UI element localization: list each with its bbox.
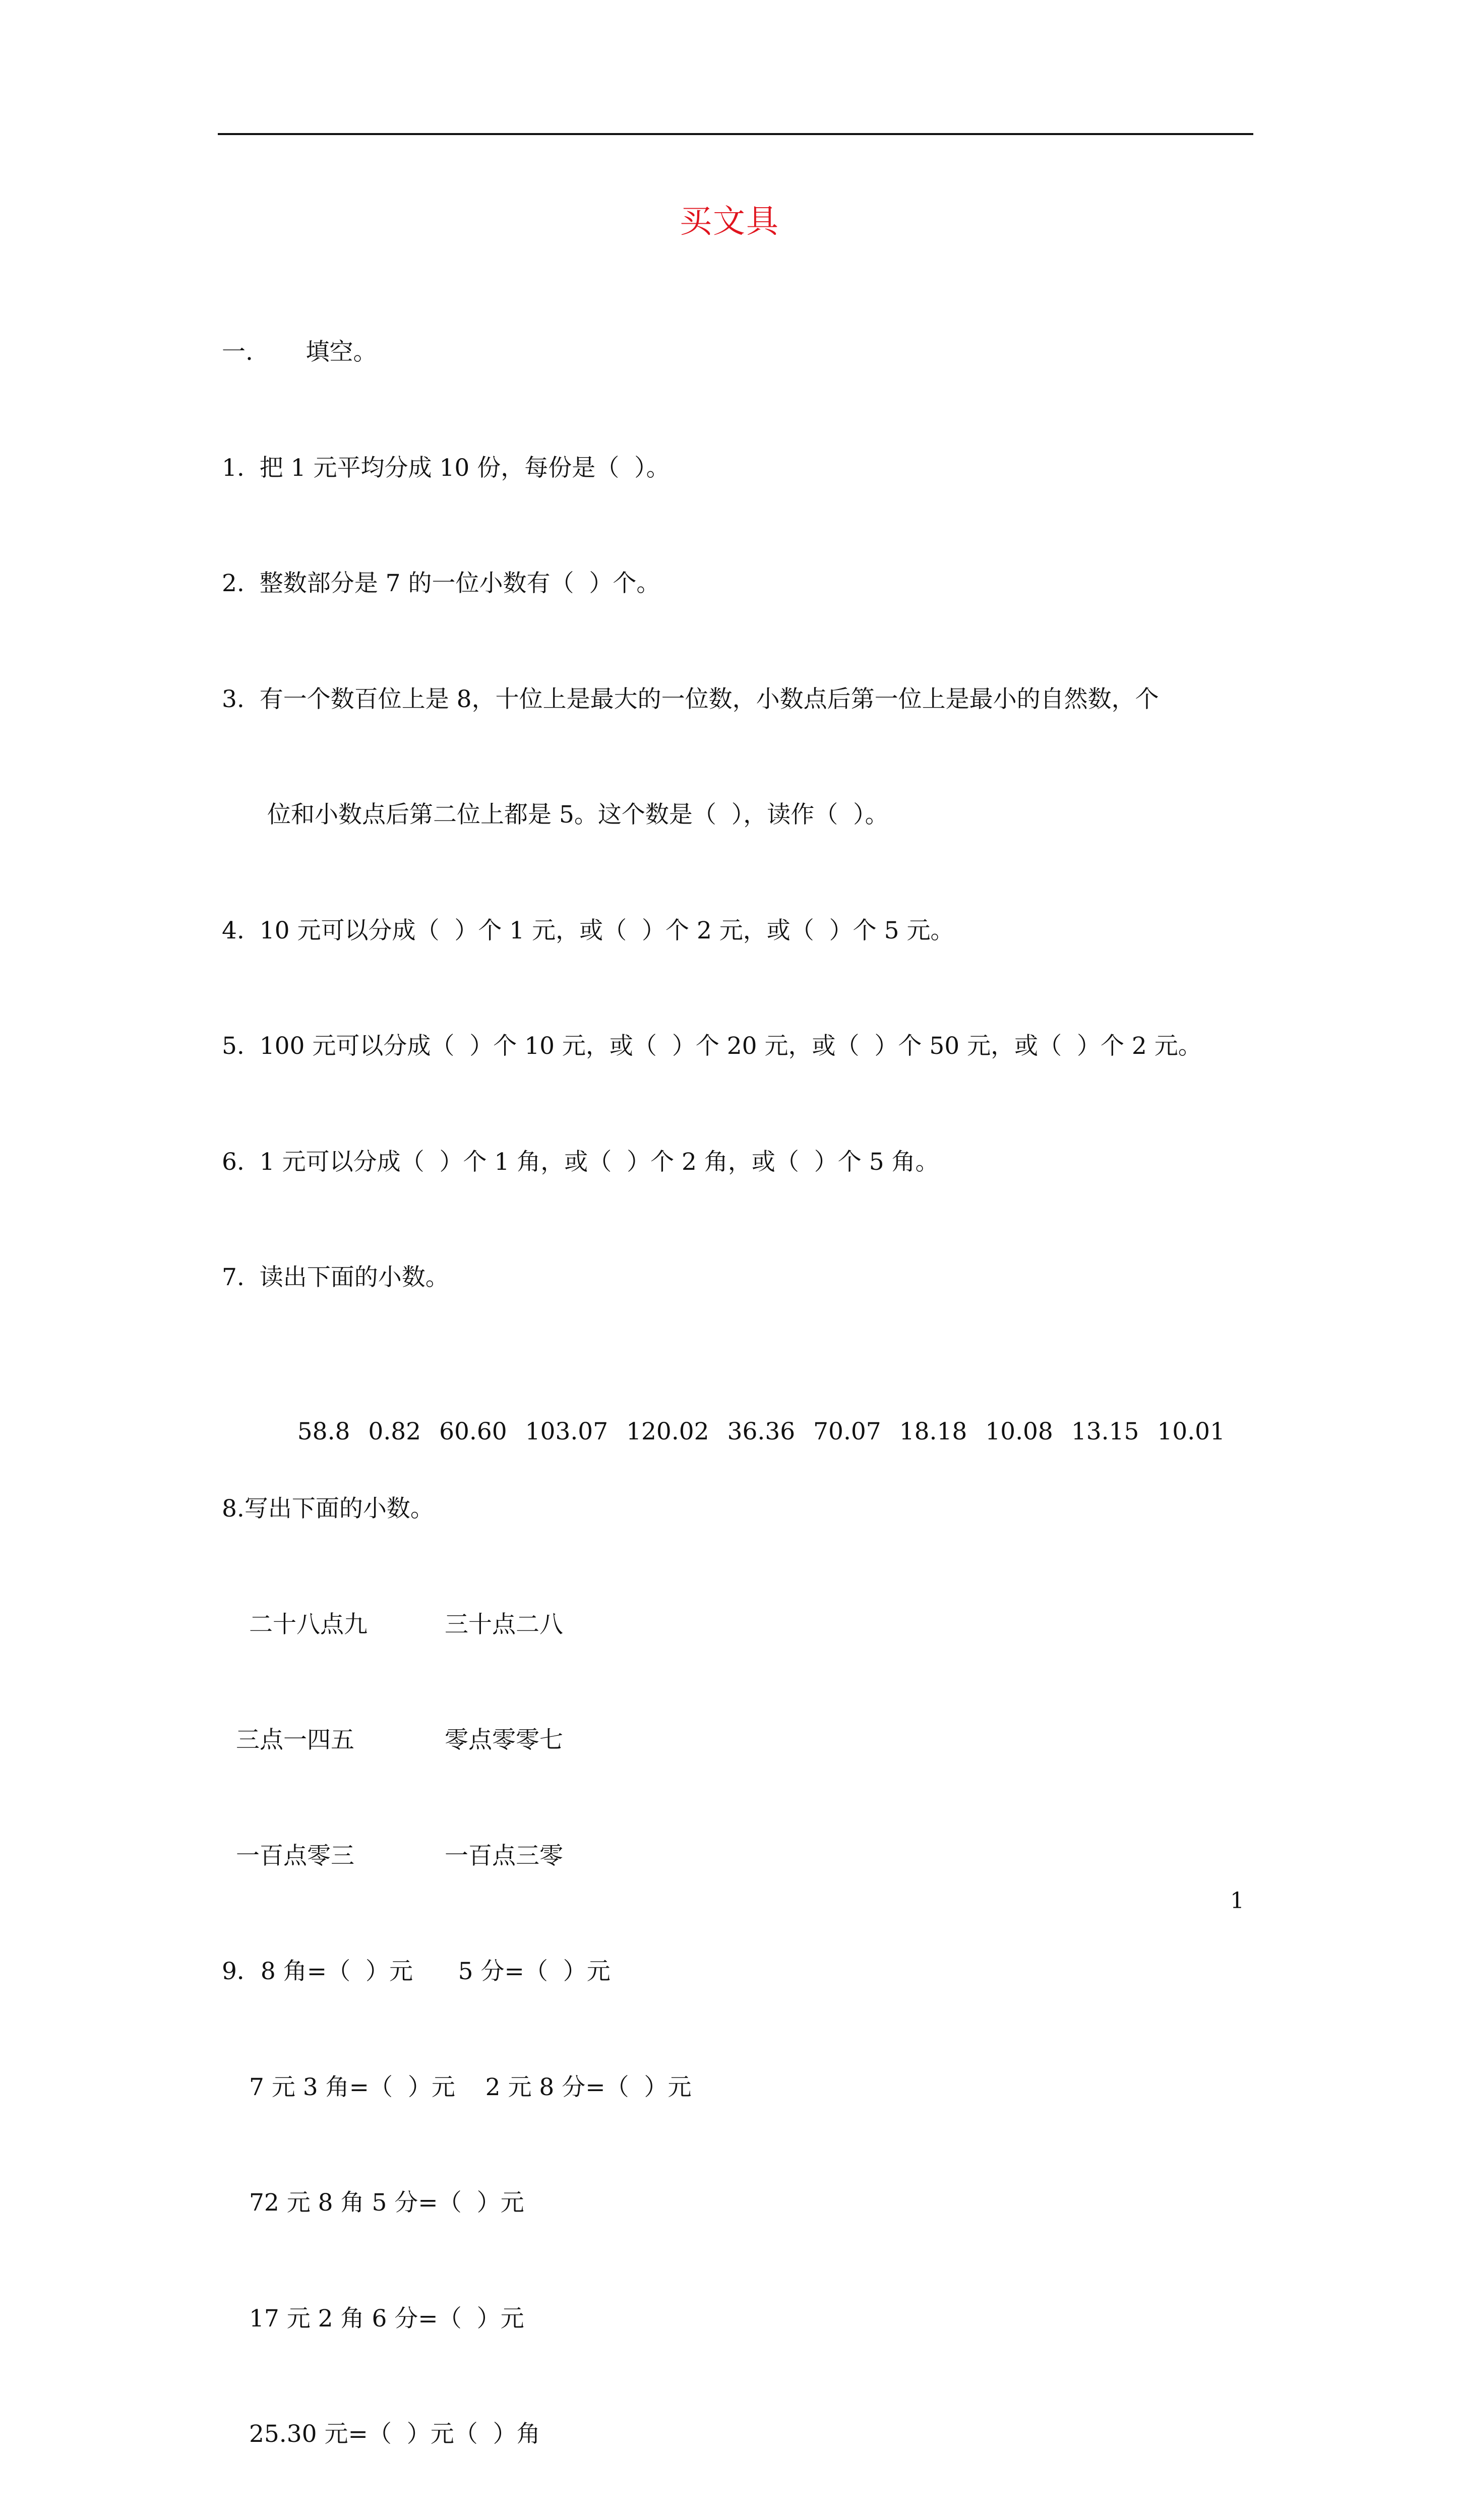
- decimal-number: 36.36: [727, 1418, 796, 1445]
- decimal-number: 10.01: [1157, 1418, 1225, 1445]
- chinese-decimal: 一百点零三: [236, 1842, 354, 1870]
- worksheet-body: [222, 256, 1270, 2520]
- question-3-line-2: 位和小数点后第二位上都是 5。这个数是（ ），读作（ ）。: [267, 801, 889, 829]
- decimal-number: 18.18: [899, 1418, 967, 1445]
- section-1-heading: 一. 填空。: [222, 338, 377, 366]
- chinese-decimal: 三十点二八: [445, 1610, 563, 1639]
- chinese-decimal: 二十八点九: [249, 1610, 368, 1639]
- question-9: 9．8 角=（ ）元 5 分=（ ）元: [222, 1958, 611, 1985]
- decimal-number: 10.08: [985, 1418, 1053, 1445]
- question-8-row: [222, 1721, 1270, 1760]
- chinese-decimal: 零点零零七: [445, 1726, 563, 1754]
- chinese-decimal: 三点一四五: [236, 1726, 354, 1754]
- question-8-row: [222, 1837, 1270, 1876]
- conversion-item: 17 元 2 角 6 分=（ ）元: [249, 2304, 524, 2333]
- conversion-item: 25.30 元=（ ）元（ ）角: [249, 2420, 540, 2448]
- page-number: 1: [1230, 1888, 1244, 1914]
- question-3-line-1: 3. 有一个数百位上是 8，十位上是最大的一位数，小数点后第一位上是最小的自然数，个: [222, 685, 1159, 713]
- header-rule: [218, 133, 1253, 135]
- decimal-number: 120.02: [626, 1418, 709, 1445]
- decimal-number: 60.60: [439, 1418, 507, 1445]
- question-6: 6. 1 元可以分成（ ）个 1 角，或（ ）个 2 角，或（ ）个 5 角。: [222, 1148, 939, 1176]
- decimal-number: 13.15: [1071, 1418, 1139, 1445]
- chinese-decimal: 一百点三零: [445, 1842, 563, 1870]
- decimal-number: 70.07: [813, 1418, 881, 1445]
- question-4: 4. 10 元可以分成（ ）个 1 元，或（ ）个 2 元，或（ ）个 5 元。: [222, 916, 954, 944]
- decimal-number: 103.07: [525, 1418, 609, 1445]
- question-8-row: [222, 1606, 1270, 1645]
- conversion-item: 72 元 8 角 5 分=（ ）元: [249, 2189, 524, 2217]
- question-7: 7. 读出下面的小数。: [222, 1264, 449, 1291]
- decimal-number: 58.8: [297, 1418, 350, 1445]
- question-8: 8.写出下面的小数。: [222, 1495, 434, 1523]
- page-title: 买文具: [680, 203, 779, 240]
- question-7-numbers: [222, 1374, 1270, 1445]
- question-5: 5. 100 元可以分成（ ）个 10 元，或（ ）个 20 元，或（ ）个 50 元，或（ ）个 2 元。: [222, 1032, 1202, 1060]
- conversion-item: 7 元 3 角=（ ）元 2 元 8 分=（ ）元: [249, 2073, 692, 2101]
- decimal-number: 0.82: [368, 1418, 421, 1445]
- question-1: 1. 把 1 元平均分成 10 份，每份是（ ）。: [222, 454, 670, 482]
- question-2: 2. 整数部分是 7 的一位小数有（ ）个。: [222, 570, 660, 597]
